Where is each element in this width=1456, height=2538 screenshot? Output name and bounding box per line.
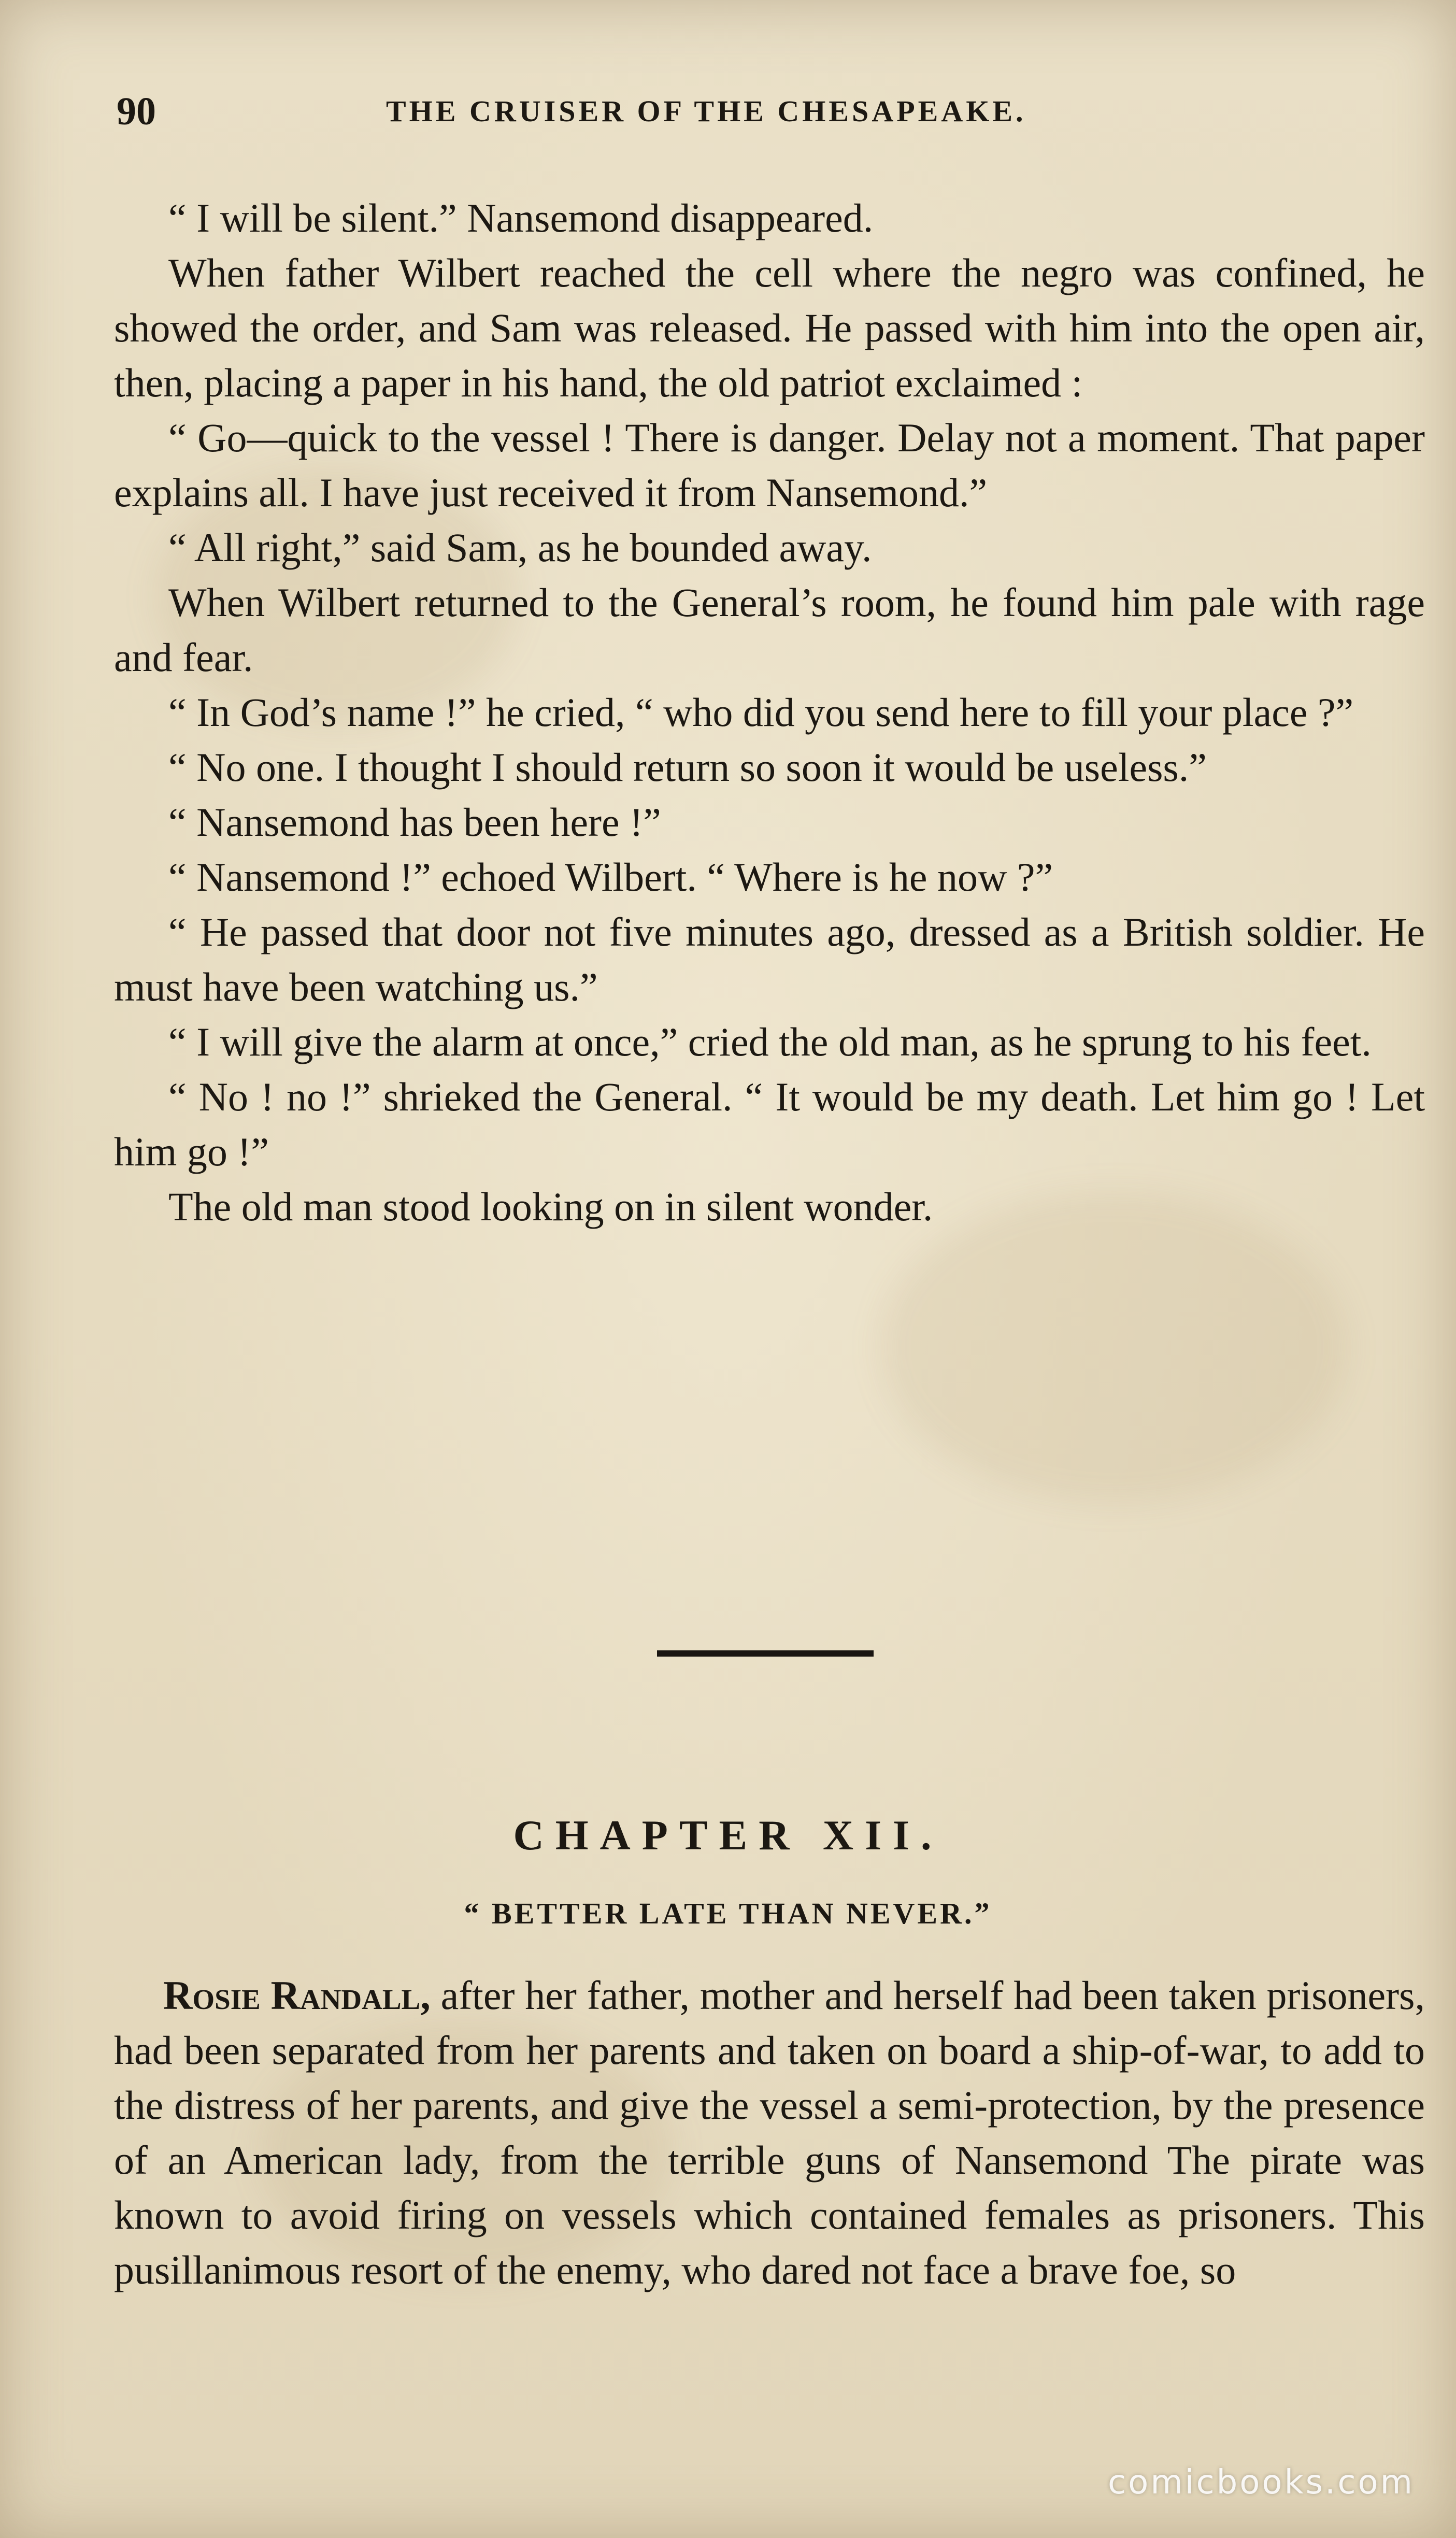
text-section-2 — [114, 1968, 1425, 2298]
page-number: 90 — [117, 90, 156, 133]
paragraph: “ No one. I thought I should return so soon it would be useless.” — [168, 745, 1207, 790]
chapter-heading: CHAPTER XII. — [513, 1812, 943, 1859]
paragraph: “ All right,” said Sam, as he bounded away. — [168, 525, 872, 570]
paragraph: “ I will give the alarm at once,” cried the old man, as he sprung to his feet. — [168, 1019, 1372, 1064]
paragraph: “ No ! no !” shrieked the General. “ It would be my death. Let him go ! Let him go !” — [114, 1074, 1425, 1174]
chapter-opening-paragraph — [114, 1968, 1425, 2298]
paragraph: “ He passed that door not five minutes ago, dressed as a British soldier. He must have been watching us.” — [114, 909, 1425, 1009]
running-head — [117, 83, 1443, 140]
paragraph: The old man stood looking on in silent wonder. — [168, 1184, 933, 1229]
paper-stain — [881, 1192, 1347, 1503]
opening-name: Rosie Randall, — [163, 1973, 431, 2018]
paragraph: “ In God’s name !” he cried, “ who did you send here to fill your place ?” — [168, 690, 1354, 735]
paragraph: “ Nansemond !” echoed Wilbert. “ Where is he now ?” — [168, 854, 1053, 900]
paragraph: “ Nansemond has been here !” — [168, 800, 661, 845]
watermark: comicbooks.com — [1107, 2463, 1415, 2502]
section-divider — [657, 1650, 874, 1657]
paragraph: “ Go—quick to the vessel ! There is danger. Delay not a moment. That paper explains all. I have just received it from Nansemond.” — [114, 415, 1425, 515]
running-title: THE CRUISER OF THE CHESAPEAKE. — [386, 94, 1026, 128]
opening-text: after her father, mother and herself had been taken prisoners, had been separated from her parents and taken on board a ship-of-war, to add to the distress of her parents, and give the vessel a semi-protection, by the presence of an American lady, from the terrible guns of Nansemond The pirate was known to avoid firing on vessels which contained females as prisoners. This pusillanimous resort of the enemy, who dared not face a brave foe, so — [114, 1973, 1425, 2292]
chapter-subtitle: “ BETTER LATE THAN NEVER.” — [464, 1897, 992, 1930]
paragraph: “ I will be silent.” Nansemond disappeared. — [168, 195, 874, 240]
paragraph: When father Wilbert reached the cell where the negro was confined, he showed the order, and Sam was released. He passed with him into the open air, then, placing a paper in his hand, the old patriot exclaimed : — [114, 250, 1425, 405]
text-section-1 — [114, 191, 1425, 1234]
paragraph: When Wilbert returned to the General’s room, he found him pale with rage and fear. — [114, 580, 1425, 680]
